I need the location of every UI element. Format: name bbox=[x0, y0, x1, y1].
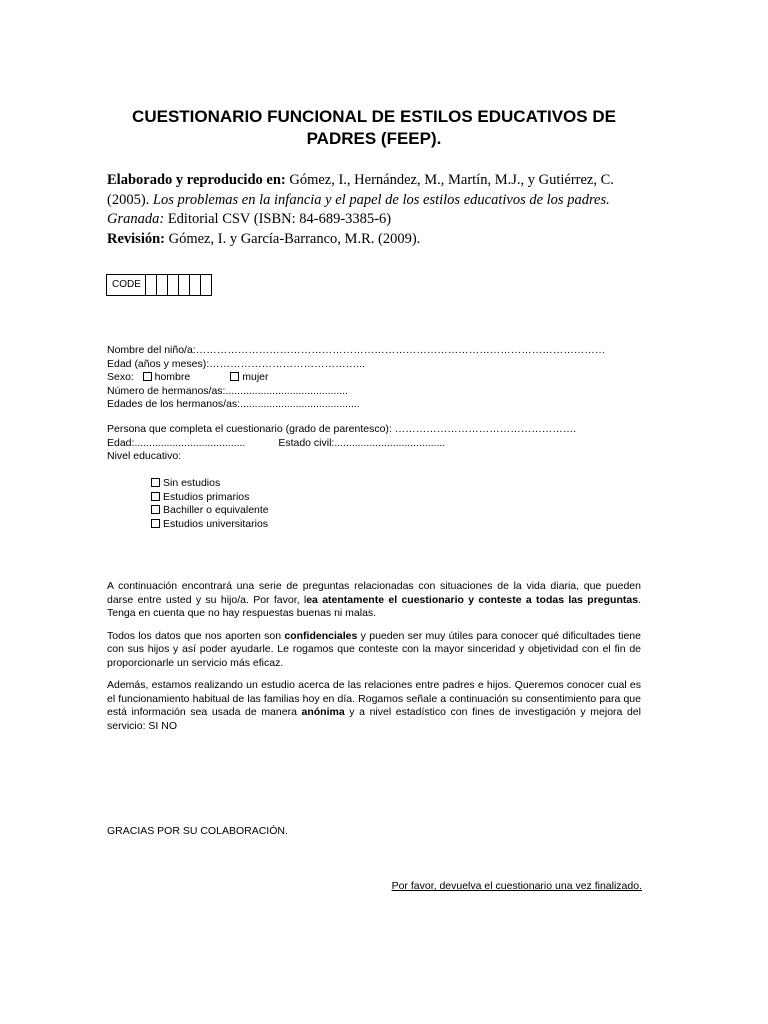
education-option-label: Estudios universitarios bbox=[163, 517, 269, 530]
education-option-label: Sin estudios bbox=[163, 477, 221, 489]
sex-label: Sexo: bbox=[107, 371, 134, 383]
code-cell[interactable] bbox=[201, 275, 211, 295]
education-option[interactable] bbox=[151, 477, 269, 491]
code-cell[interactable] bbox=[146, 275, 157, 295]
civil-field[interactable]: ...................................... bbox=[334, 436, 446, 449]
respondent-field[interactable]: ……………………………………………. bbox=[391, 423, 577, 435]
child-name-label: Nombre del niño/a: bbox=[107, 344, 196, 356]
return-note bbox=[392, 880, 642, 894]
education-option-label: Estudios primarios bbox=[163, 490, 250, 503]
age-row[interactable] bbox=[107, 358, 647, 372]
p3-text-end: y a nivel estadístico con fines de investigación y mejora del servicio: SI NO bbox=[107, 706, 641, 732]
checkbox-icon[interactable] bbox=[151, 519, 160, 528]
education-label: Nivel educativo: bbox=[107, 450, 182, 462]
p3-text: Además, estamos realizando un estudio acerca de las relaciones entre padres e hijos. Queremos conocer cual es el funcionamiento habitual de las familias hoy en día. Rogamos señale a continuación su consentimiento para que está información sea usada de manera bbox=[107, 679, 641, 718]
respondent-row[interactable] bbox=[107, 423, 647, 437]
education-row bbox=[107, 450, 647, 464]
return-note-text: Por favor, devuelva el cuestionario una vez finalizado bbox=[391, 880, 640, 892]
instructions-paragraph-1 bbox=[107, 580, 641, 621]
respondent-info-section bbox=[107, 423, 647, 464]
publisher: Editorial CSV (ISBN: 84-689-3385-6) bbox=[164, 211, 392, 227]
code-label: CODE bbox=[107, 275, 146, 295]
sex-female-checkbox[interactable] bbox=[230, 372, 239, 381]
education-option[interactable] bbox=[151, 518, 269, 532]
resp-age-label: Edad: bbox=[107, 436, 135, 449]
age-label: Edad (años y meses): bbox=[107, 357, 210, 370]
credits-line-1 bbox=[107, 171, 667, 191]
sex-male-label: hombre bbox=[154, 371, 191, 383]
revision-label: Revisión: bbox=[107, 230, 165, 247]
return-note-dot: . bbox=[639, 880, 642, 892]
age-field[interactable]: ……………………………………... bbox=[209, 357, 365, 370]
siblings-ages-row[interactable] bbox=[107, 398, 647, 412]
sex-female-label: mujer bbox=[242, 371, 269, 383]
siblings-count-field[interactable]: .......................................... bbox=[225, 384, 349, 397]
code-cell[interactable] bbox=[190, 275, 201, 295]
education-option[interactable] bbox=[151, 491, 269, 505]
code-cell[interactable] bbox=[157, 275, 168, 295]
publisher-city: Granada: bbox=[107, 211, 165, 227]
p2-emphasis: confidenciales bbox=[284, 629, 358, 642]
instructions-paragraph-2 bbox=[107, 630, 641, 671]
p3-emphasis: anónima bbox=[301, 706, 345, 718]
code-cell[interactable] bbox=[168, 275, 179, 295]
siblings-count-row[interactable] bbox=[107, 385, 647, 399]
education-options bbox=[151, 477, 269, 531]
p2-text-end: y pueden ser muy útiles para conocer qué dificultades tiene con sus hijos y así poder ayudarle. Le rogamos que conteste con la mayor sinceridad y objetividad con el fin de proporcionarle un servicio más eficaz. bbox=[107, 629, 641, 669]
document-title bbox=[100, 106, 648, 150]
p1-emphasis: ea atentamente el cuestionario y conteste a todas las preguntas bbox=[306, 593, 639, 606]
siblings-ages-label: Edades de los hermanos/as: bbox=[107, 398, 241, 410]
thanks-text: GRACIAS POR SU COLABORACIÓN. bbox=[107, 825, 288, 837]
siblings-count-label: Número de hermanos/as: bbox=[107, 384, 226, 397]
checkbox-icon[interactable] bbox=[151, 478, 160, 487]
resp-age-civil-row bbox=[107, 437, 647, 451]
elaborado-label: Elaborado y reproducido en: bbox=[107, 172, 286, 188]
child-name-field[interactable]: ……………………………………………………………………………………………………… bbox=[195, 344, 606, 356]
credits-line-4 bbox=[107, 230, 667, 250]
sex-row bbox=[107, 371, 647, 385]
revision-text: Gómez, I. y García-Barranco, M.R. (2009). bbox=[165, 230, 421, 247]
book-title: Los problemas en la infancia y el papel de los estilos educativos de los padres. bbox=[152, 191, 610, 208]
code-cell[interactable] bbox=[179, 275, 190, 295]
credits-line-3 bbox=[107, 210, 667, 230]
education-option[interactable] bbox=[151, 504, 269, 518]
title-line-1: CUESTIONARIO FUNCIONAL DE ESTILOS EDUCATIVOS DE bbox=[132, 107, 616, 126]
elaborado-authors: Gómez, I., Hernández, M., Martín, M.J., y Gutiérrez, C. bbox=[285, 172, 614, 188]
instructions-paragraph-3 bbox=[107, 679, 641, 733]
child-info-section bbox=[107, 344, 647, 412]
credits-year: (2005). bbox=[107, 191, 153, 208]
code-box bbox=[106, 274, 212, 296]
civil-label: Estado civil: bbox=[278, 436, 335, 449]
respondent-label: Persona que completa el cuestionario (grado de parentesco): bbox=[107, 423, 392, 435]
sex-male-checkbox[interactable] bbox=[143, 372, 152, 381]
child-name-row[interactable] bbox=[107, 344, 647, 358]
p2-text: Todos los datos que nos aporten son bbox=[107, 629, 285, 642]
p1-text-end: . Tenga en cuenta que no hay respuestas buenas ni malas. bbox=[107, 593, 641, 619]
education-option-label: Bachiller o equivalente bbox=[163, 504, 269, 516]
credits-line-2 bbox=[107, 191, 667, 211]
siblings-ages-field[interactable]: ......................................... bbox=[240, 398, 360, 410]
title-line-2: PADRES (FEEP). bbox=[306, 129, 442, 148]
checkbox-icon[interactable] bbox=[151, 492, 160, 501]
p1-text: A continuación encontrará una serie de preguntas relacionadas con situaciones de la vida diaria, que pueden darse entre usted y su hijo/a. Por favor, l bbox=[107, 580, 641, 606]
checkbox-icon[interactable] bbox=[151, 505, 160, 514]
instructions bbox=[107, 580, 641, 742]
credits-block bbox=[107, 171, 667, 249]
resp-age-field[interactable]: ...................................... bbox=[134, 436, 246, 449]
